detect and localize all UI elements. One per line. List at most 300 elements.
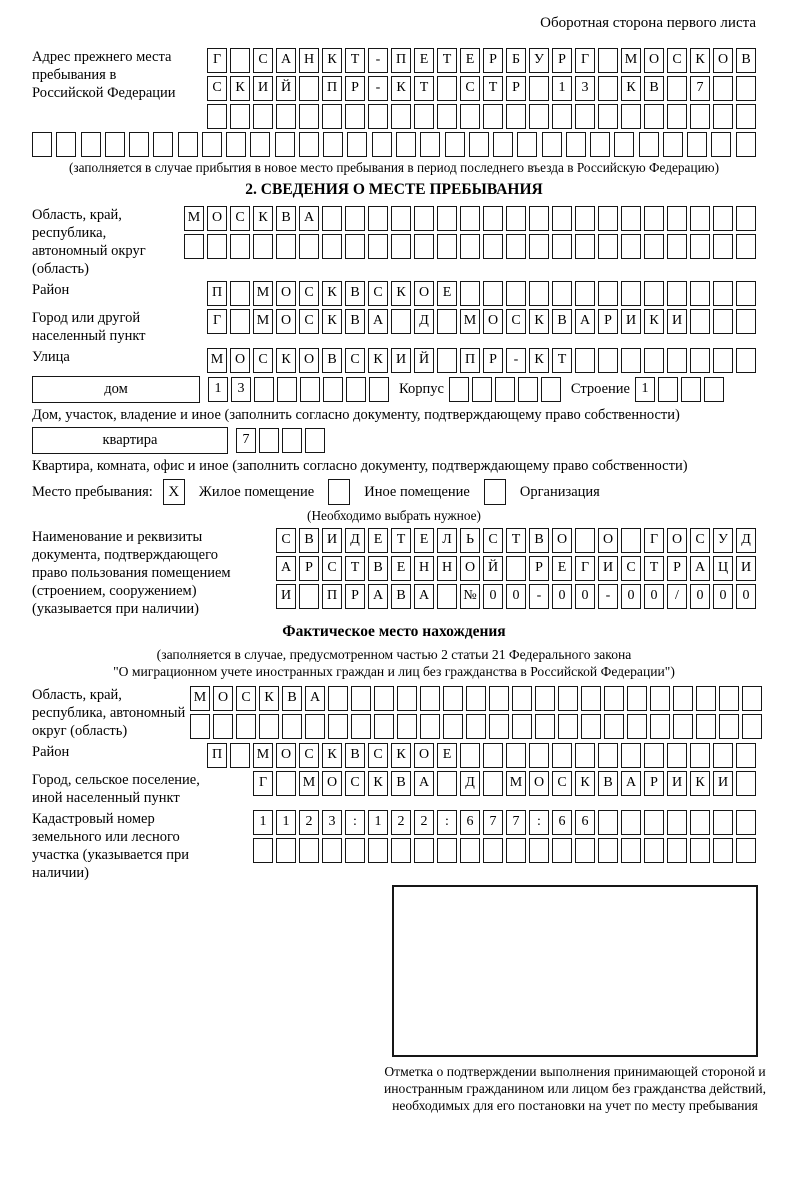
- char-cell[interactable]: [391, 234, 411, 259]
- char-cell[interactable]: [512, 686, 532, 711]
- char-cell[interactable]: [178, 132, 198, 157]
- char-cell[interactable]: Б: [506, 48, 526, 73]
- char-cell[interactable]: [414, 838, 434, 863]
- char-cell[interactable]: [483, 234, 503, 259]
- char-cell[interactable]: [736, 281, 756, 306]
- char-cell[interactable]: [644, 206, 664, 231]
- char-cell[interactable]: В: [391, 584, 411, 609]
- char-cell[interactable]: Т: [391, 528, 411, 553]
- char-cell[interactable]: С: [230, 206, 250, 231]
- char-cell[interactable]: Е: [460, 48, 480, 73]
- char-cell[interactable]: [667, 104, 687, 129]
- char-cell[interactable]: 1: [635, 377, 655, 402]
- char-cell[interactable]: [396, 132, 416, 157]
- char-cell[interactable]: Е: [437, 743, 457, 768]
- char-cell[interactable]: [621, 348, 641, 373]
- char-cell[interactable]: [347, 132, 367, 157]
- char-cell[interactable]: Т: [552, 348, 572, 373]
- char-cell[interactable]: [445, 132, 465, 157]
- char-cell[interactable]: [535, 714, 555, 739]
- char-cell[interactable]: [598, 234, 618, 259]
- char-cell[interactable]: [512, 714, 532, 739]
- char-cell[interactable]: [696, 686, 716, 711]
- char-cell[interactable]: Г: [207, 48, 227, 73]
- char-cell[interactable]: В: [644, 76, 664, 101]
- char-cell[interactable]: [466, 686, 486, 711]
- char-cell[interactable]: Ь: [460, 528, 480, 553]
- char-cell[interactable]: И: [667, 309, 687, 334]
- char-cell[interactable]: Н: [299, 48, 319, 73]
- char-cell[interactable]: [621, 838, 641, 863]
- char-cell[interactable]: [345, 206, 365, 231]
- char-cell[interactable]: П: [207, 743, 227, 768]
- char-cell[interactable]: К: [322, 743, 342, 768]
- char-cell[interactable]: [506, 234, 526, 259]
- char-cell[interactable]: М: [253, 281, 273, 306]
- char-cell[interactable]: О: [276, 281, 296, 306]
- char-cell[interactable]: В: [276, 206, 296, 231]
- char-cell[interactable]: [713, 743, 733, 768]
- char-cell[interactable]: [443, 686, 463, 711]
- char-cell[interactable]: Ц: [713, 556, 733, 581]
- char-cell[interactable]: [276, 234, 296, 259]
- char-cell[interactable]: [437, 206, 457, 231]
- char-cell[interactable]: [276, 104, 296, 129]
- char-cell[interactable]: 0: [644, 584, 664, 609]
- char-cell[interactable]: И: [736, 556, 756, 581]
- char-cell[interactable]: Д: [460, 771, 480, 796]
- char-cell[interactable]: [667, 281, 687, 306]
- char-cell[interactable]: О: [460, 556, 480, 581]
- char-cell[interactable]: [542, 132, 562, 157]
- char-cell[interactable]: [483, 743, 503, 768]
- char-cell[interactable]: К: [529, 348, 549, 373]
- char-cell[interactable]: [658, 377, 678, 402]
- char-cell[interactable]: И: [713, 771, 733, 796]
- char-cell[interactable]: [713, 206, 733, 231]
- char-cell[interactable]: 1: [276, 810, 296, 835]
- char-cell[interactable]: [604, 686, 624, 711]
- char-cell[interactable]: [368, 234, 388, 259]
- char-cell[interactable]: [460, 234, 480, 259]
- char-cell[interactable]: С: [253, 48, 273, 73]
- char-cell[interactable]: И: [621, 309, 641, 334]
- char-cell[interactable]: Р: [345, 76, 365, 101]
- char-cell[interactable]: [213, 714, 233, 739]
- char-cell[interactable]: [300, 377, 320, 402]
- char-cell[interactable]: [736, 743, 756, 768]
- char-cell[interactable]: [719, 686, 739, 711]
- char-cell[interactable]: :: [437, 810, 457, 835]
- char-cell[interactable]: К: [322, 309, 342, 334]
- char-cell[interactable]: -: [598, 584, 618, 609]
- char-cell[interactable]: С: [368, 281, 388, 306]
- char-cell[interactable]: [621, 206, 641, 231]
- char-cell[interactable]: [552, 281, 572, 306]
- char-cell[interactable]: О: [552, 528, 572, 553]
- char-cell[interactable]: Н: [414, 556, 434, 581]
- char-cell[interactable]: -: [529, 584, 549, 609]
- char-cell[interactable]: Г: [207, 309, 227, 334]
- char-cell[interactable]: [323, 132, 343, 157]
- char-cell[interactable]: [621, 281, 641, 306]
- char-cell[interactable]: Д: [414, 309, 434, 334]
- char-cell[interactable]: [437, 348, 457, 373]
- char-cell[interactable]: [621, 810, 641, 835]
- char-cell[interactable]: И: [253, 76, 273, 101]
- char-cell[interactable]: -: [506, 348, 526, 373]
- char-cell[interactable]: Е: [414, 528, 434, 553]
- char-cell[interactable]: [129, 132, 149, 157]
- char-cell[interactable]: 0: [575, 584, 595, 609]
- char-cell[interactable]: А: [368, 309, 388, 334]
- char-cell[interactable]: [230, 48, 250, 73]
- char-cell[interactable]: [32, 132, 52, 157]
- char-cell[interactable]: С: [207, 76, 227, 101]
- char-cell[interactable]: У: [713, 528, 733, 553]
- char-cell[interactable]: [489, 686, 509, 711]
- char-cell[interactable]: О: [644, 48, 664, 73]
- char-cell[interactable]: [713, 104, 733, 129]
- char-cell[interactable]: [575, 743, 595, 768]
- char-cell[interactable]: Т: [345, 556, 365, 581]
- char-cell[interactable]: [575, 104, 595, 129]
- checkbox-inoe[interactable]: [328, 479, 350, 505]
- char-cell[interactable]: К: [368, 348, 388, 373]
- char-cell[interactable]: [598, 838, 618, 863]
- char-cell[interactable]: [253, 838, 273, 863]
- char-cell[interactable]: О: [529, 771, 549, 796]
- char-cell[interactable]: [713, 348, 733, 373]
- char-cell[interactable]: [690, 309, 710, 334]
- char-cell[interactable]: [322, 838, 342, 863]
- char-cell[interactable]: [644, 104, 664, 129]
- char-cell[interactable]: [736, 76, 756, 101]
- char-cell[interactable]: [483, 206, 503, 231]
- char-cell[interactable]: Р: [506, 76, 526, 101]
- char-cell[interactable]: [368, 104, 388, 129]
- char-cell[interactable]: К: [690, 771, 710, 796]
- char-cell[interactable]: [443, 714, 463, 739]
- char-cell[interactable]: [437, 771, 457, 796]
- char-cell[interactable]: И: [322, 528, 342, 553]
- char-cell[interactable]: [506, 104, 526, 129]
- char-cell[interactable]: К: [276, 348, 296, 373]
- char-cell[interactable]: [667, 743, 687, 768]
- char-cell[interactable]: [736, 104, 756, 129]
- char-cell[interactable]: [345, 104, 365, 129]
- char-cell[interactable]: [414, 104, 434, 129]
- char-cell[interactable]: А: [276, 556, 296, 581]
- char-cell[interactable]: [650, 686, 670, 711]
- char-cell[interactable]: В: [345, 281, 365, 306]
- char-cell[interactable]: И: [276, 584, 296, 609]
- char-cell[interactable]: [437, 234, 457, 259]
- char-cell[interactable]: [598, 206, 618, 231]
- char-cell[interactable]: [535, 686, 555, 711]
- char-cell[interactable]: [581, 714, 601, 739]
- char-cell[interactable]: [391, 104, 411, 129]
- char-cell[interactable]: [598, 810, 618, 835]
- char-cell[interactable]: :: [529, 810, 549, 835]
- char-cell[interactable]: [673, 714, 693, 739]
- char-cell[interactable]: В: [322, 348, 342, 373]
- char-cell[interactable]: [253, 234, 273, 259]
- char-cell[interactable]: [552, 838, 572, 863]
- char-cell[interactable]: О: [598, 528, 618, 553]
- char-cell[interactable]: [667, 838, 687, 863]
- char-cell[interactable]: [529, 104, 549, 129]
- char-cell[interactable]: И: [667, 771, 687, 796]
- char-cell[interactable]: 0: [713, 584, 733, 609]
- char-cell[interactable]: [541, 377, 561, 402]
- char-cell[interactable]: 0: [506, 584, 526, 609]
- char-cell[interactable]: [299, 584, 319, 609]
- char-cell[interactable]: С: [253, 348, 273, 373]
- char-cell[interactable]: И: [391, 348, 411, 373]
- char-cell[interactable]: [575, 528, 595, 553]
- char-cell[interactable]: [202, 132, 222, 157]
- char-cell[interactable]: Й: [483, 556, 503, 581]
- char-cell[interactable]: Р: [299, 556, 319, 581]
- char-cell[interactable]: [590, 132, 610, 157]
- char-cell[interactable]: У: [529, 48, 549, 73]
- char-cell[interactable]: [736, 771, 756, 796]
- char-cell[interactable]: В: [282, 686, 302, 711]
- char-cell[interactable]: 7: [483, 810, 503, 835]
- char-cell[interactable]: [614, 132, 634, 157]
- char-cell[interactable]: [713, 810, 733, 835]
- char-cell[interactable]: [437, 309, 457, 334]
- char-cell[interactable]: Т: [644, 556, 664, 581]
- char-cell[interactable]: А: [621, 771, 641, 796]
- char-cell[interactable]: А: [690, 556, 710, 581]
- char-cell[interactable]: [644, 743, 664, 768]
- char-cell[interactable]: Р: [345, 584, 365, 609]
- char-cell[interactable]: [621, 104, 641, 129]
- char-cell[interactable]: [736, 132, 756, 157]
- char-cell[interactable]: [328, 714, 348, 739]
- char-cell[interactable]: Е: [391, 556, 411, 581]
- char-cell[interactable]: [460, 743, 480, 768]
- char-cell[interactable]: [472, 377, 492, 402]
- char-cell[interactable]: -: [368, 76, 388, 101]
- char-cell[interactable]: В: [345, 309, 365, 334]
- char-cell[interactable]: [483, 281, 503, 306]
- char-cell[interactable]: [483, 838, 503, 863]
- char-cell[interactable]: Р: [598, 309, 618, 334]
- char-cell[interactable]: [230, 104, 250, 129]
- char-cell[interactable]: М: [506, 771, 526, 796]
- char-cell[interactable]: К: [230, 76, 250, 101]
- char-cell[interactable]: [322, 206, 342, 231]
- char-cell[interactable]: [742, 686, 762, 711]
- char-cell[interactable]: [254, 377, 274, 402]
- char-cell[interactable]: [667, 348, 687, 373]
- char-cell[interactable]: М: [190, 686, 210, 711]
- char-cell[interactable]: Г: [575, 556, 595, 581]
- char-cell[interactable]: [81, 132, 101, 157]
- char-cell[interactable]: [322, 234, 342, 259]
- char-cell[interactable]: [713, 234, 733, 259]
- char-cell[interactable]: [230, 281, 250, 306]
- char-cell[interactable]: [391, 838, 411, 863]
- char-cell[interactable]: [650, 714, 670, 739]
- char-cell[interactable]: С: [345, 771, 365, 796]
- char-cell[interactable]: Т: [483, 76, 503, 101]
- char-cell[interactable]: [690, 234, 710, 259]
- char-cell[interactable]: [299, 132, 319, 157]
- char-cell[interactable]: М: [207, 348, 227, 373]
- char-cell[interactable]: [328, 686, 348, 711]
- char-cell[interactable]: Л: [437, 528, 457, 553]
- char-cell[interactable]: Р: [644, 771, 664, 796]
- char-cell[interactable]: [276, 771, 296, 796]
- char-cell[interactable]: 3: [322, 810, 342, 835]
- char-cell[interactable]: О: [713, 48, 733, 73]
- char-cell[interactable]: [529, 838, 549, 863]
- char-cell[interactable]: [711, 132, 731, 157]
- char-cell[interactable]: С: [322, 556, 342, 581]
- char-cell[interactable]: Й: [276, 76, 296, 101]
- char-cell[interactable]: Т: [506, 528, 526, 553]
- char-cell[interactable]: В: [345, 743, 365, 768]
- char-cell[interactable]: [230, 234, 250, 259]
- char-cell[interactable]: [420, 714, 440, 739]
- char-cell[interactable]: [558, 714, 578, 739]
- char-cell[interactable]: Т: [414, 76, 434, 101]
- char-cell[interactable]: [639, 132, 659, 157]
- char-cell[interactable]: [483, 104, 503, 129]
- char-cell[interactable]: 0: [690, 584, 710, 609]
- char-cell[interactable]: [277, 377, 297, 402]
- char-cell[interactable]: [713, 838, 733, 863]
- char-cell[interactable]: [598, 104, 618, 129]
- char-cell[interactable]: [673, 686, 693, 711]
- char-cell[interactable]: В: [736, 48, 756, 73]
- char-cell[interactable]: [345, 234, 365, 259]
- char-cell[interactable]: [368, 206, 388, 231]
- char-cell[interactable]: [299, 838, 319, 863]
- char-cell[interactable]: [506, 206, 526, 231]
- char-cell[interactable]: [493, 132, 513, 157]
- char-cell[interactable]: [351, 686, 371, 711]
- char-cell[interactable]: [153, 132, 173, 157]
- char-cell[interactable]: Р: [483, 48, 503, 73]
- char-cell[interactable]: К: [575, 771, 595, 796]
- char-cell[interactable]: [690, 281, 710, 306]
- char-cell[interactable]: О: [414, 281, 434, 306]
- char-cell[interactable]: С: [621, 556, 641, 581]
- char-cell[interactable]: [374, 686, 394, 711]
- char-cell[interactable]: [253, 104, 273, 129]
- char-cell[interactable]: [275, 132, 295, 157]
- char-cell[interactable]: С: [667, 48, 687, 73]
- char-cell[interactable]: [566, 132, 586, 157]
- char-cell[interactable]: С: [236, 686, 256, 711]
- char-cell[interactable]: К: [391, 76, 411, 101]
- char-cell[interactable]: Е: [414, 48, 434, 73]
- char-cell[interactable]: [506, 281, 526, 306]
- char-cell[interactable]: П: [322, 584, 342, 609]
- char-cell[interactable]: [696, 714, 716, 739]
- char-cell[interactable]: [323, 377, 343, 402]
- char-cell[interactable]: С: [299, 743, 319, 768]
- char-cell[interactable]: В: [391, 771, 411, 796]
- char-cell[interactable]: [414, 234, 434, 259]
- char-cell[interactable]: [345, 838, 365, 863]
- char-cell[interactable]: Г: [575, 48, 595, 73]
- char-cell[interactable]: [575, 838, 595, 863]
- char-cell[interactable]: [598, 48, 618, 73]
- char-cell[interactable]: [391, 309, 411, 334]
- char-cell[interactable]: [483, 771, 503, 796]
- char-cell[interactable]: [736, 206, 756, 231]
- char-cell[interactable]: М: [253, 743, 273, 768]
- char-cell[interactable]: [644, 281, 664, 306]
- char-cell[interactable]: 0: [552, 584, 572, 609]
- char-cell[interactable]: [552, 234, 572, 259]
- char-cell[interactable]: И: [598, 556, 618, 581]
- char-cell[interactable]: 1: [253, 810, 273, 835]
- char-cell[interactable]: 7: [236, 428, 256, 453]
- char-cell[interactable]: [687, 132, 707, 157]
- char-cell[interactable]: 2: [299, 810, 319, 835]
- char-cell[interactable]: А: [299, 206, 319, 231]
- char-cell[interactable]: [506, 556, 526, 581]
- char-cell[interactable]: [259, 428, 279, 453]
- char-cell[interactable]: Т: [437, 48, 457, 73]
- char-cell[interactable]: [276, 838, 296, 863]
- char-cell[interactable]: [449, 377, 469, 402]
- char-cell[interactable]: К: [690, 48, 710, 73]
- char-cell[interactable]: С: [299, 281, 319, 306]
- char-cell[interactable]: [368, 838, 388, 863]
- char-cell[interactable]: П: [322, 76, 342, 101]
- char-cell[interactable]: [414, 206, 434, 231]
- char-cell[interactable]: [736, 810, 756, 835]
- char-cell[interactable]: [322, 104, 342, 129]
- char-cell[interactable]: [460, 281, 480, 306]
- char-cell[interactable]: [621, 234, 641, 259]
- char-cell[interactable]: 0: [483, 584, 503, 609]
- char-cell[interactable]: К: [259, 686, 279, 711]
- char-cell[interactable]: П: [391, 48, 411, 73]
- char-cell[interactable]: С: [483, 528, 503, 553]
- char-cell[interactable]: [667, 76, 687, 101]
- char-cell[interactable]: [667, 206, 687, 231]
- char-cell[interactable]: [704, 377, 724, 402]
- char-cell[interactable]: [506, 743, 526, 768]
- char-cell[interactable]: [598, 76, 618, 101]
- char-cell[interactable]: 6: [575, 810, 595, 835]
- char-cell[interactable]: А: [414, 771, 434, 796]
- char-cell[interactable]: [236, 714, 256, 739]
- char-cell[interactable]: [663, 132, 683, 157]
- char-cell[interactable]: Р: [529, 556, 549, 581]
- char-cell[interactable]: В: [368, 556, 388, 581]
- char-cell[interactable]: А: [368, 584, 388, 609]
- char-cell[interactable]: В: [529, 528, 549, 553]
- char-cell[interactable]: П: [207, 281, 227, 306]
- char-cell[interactable]: [644, 810, 664, 835]
- char-cell[interactable]: [736, 348, 756, 373]
- char-cell[interactable]: С: [345, 348, 365, 373]
- char-cell[interactable]: [627, 714, 647, 739]
- char-cell[interactable]: [374, 714, 394, 739]
- char-cell[interactable]: С: [276, 528, 296, 553]
- char-cell[interactable]: [437, 76, 457, 101]
